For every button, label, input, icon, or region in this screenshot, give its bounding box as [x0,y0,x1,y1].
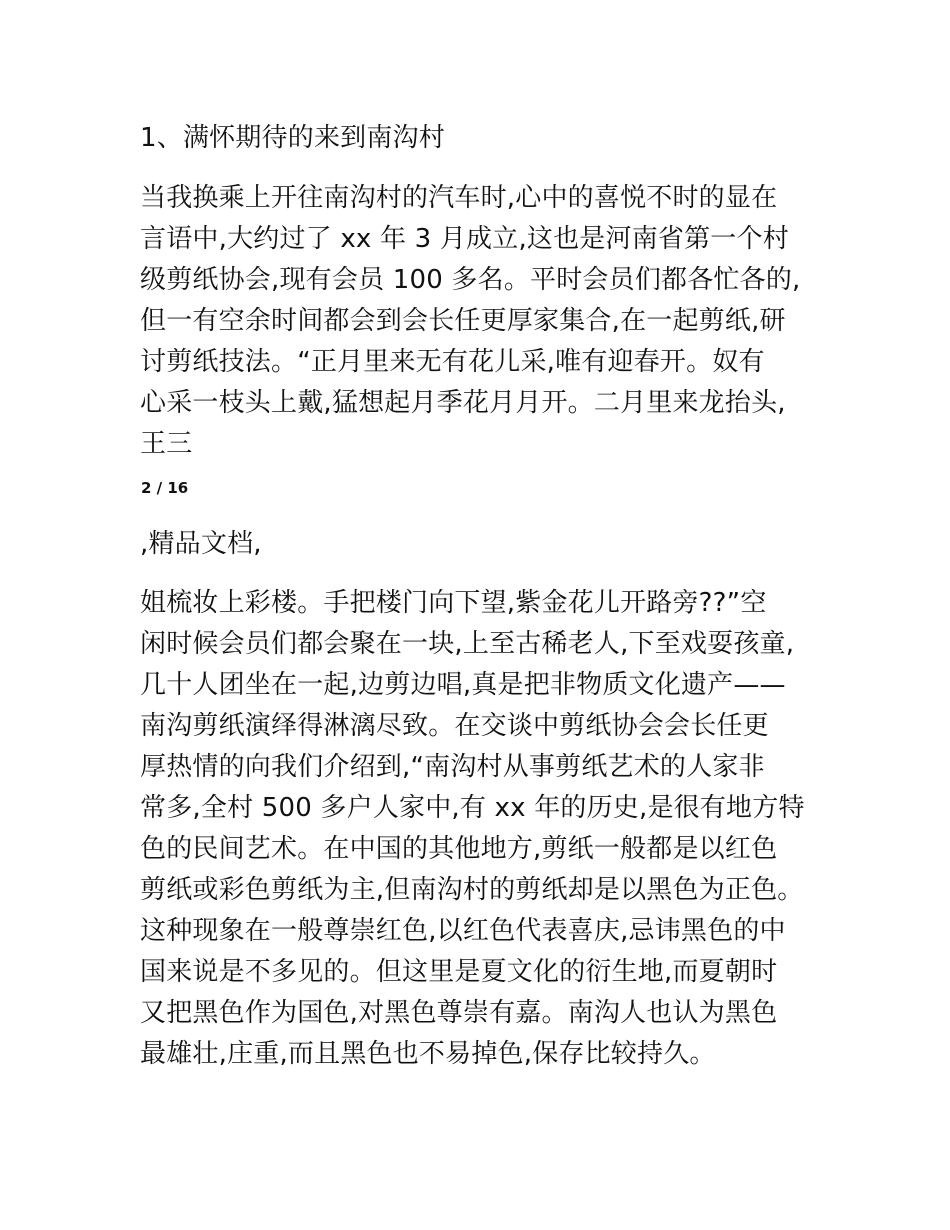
paragraph2-line: 最雄壮,庄重,而且黑色也不易掉色,保存比较持久。 [140,1039,716,1069]
page-number: 2 / 16 [141,479,189,497]
paragraph2-line: 这种现象在一般尊崇红色,以红色代表喜庆,忌讳黑色的中 [140,916,786,946]
paragraph1-line: 心采一枝头上戴,猛想起月季花月月开。二月里来龙抬头, [140,388,786,418]
paragraph2-line: 色的民间艺术。在中国的其他地方,剪纸一般都是以红色 [140,834,778,864]
section-heading: 1、满怀期待的来到南沟村 [140,123,445,153]
paragraph2-line: 姐梳妆上彩楼。手把楼门向下望,紫金花儿开路旁??”空 [140,588,767,618]
paragraph1-line: 讨剪纸技法。“正月里来无有花儿采,唯有迎春开。奴有 [140,347,765,377]
paragraph2-line: 几十人团坐在一起,边剪边唱,真是把非物质文化遗产—— [140,670,786,700]
paragraph2-line: 国来说是不多见的。但这里是夏文化的衍生地,而夏朝时 [140,957,778,987]
paragraph1-line: 级剪纸协会,现有会员 100 多名。平时会员们都各忙各的, [140,265,801,295]
watermark-text: ,精品文档, [140,529,262,559]
paragraph2-line: 闲时候会员们都会聚在一块,上至古稀老人,下至戏耍孩童, [140,629,795,659]
paragraph2-line: 南沟剪纸演绎得淋漓尽致。在交谈中剪纸协会会长任更 [140,711,769,741]
paragraph2-line: 厚热情的向我们介绍到,“南沟村从事剪纸艺术的人家非 [140,752,765,782]
paragraph1-line: 言语中,大约过了 xx 年 3 月成立,这也是河南省第一个村 [140,224,789,254]
paragraph2-line: 剪纸或彩色剪纸为主,但南沟村的剪纸却是以黑色为正色。 [140,875,804,905]
paragraph1-line: 但一有空余时间都会到会长任更厚家集合,在一起剪纸,研 [140,306,786,336]
paragraph2-line: 又把黑色作为国色,对黑色尊崇有嘉。南沟人也认为黑色 [140,998,778,1028]
paragraph1-line: 王三 [140,429,193,459]
paragraph2-line: 常多,全村 500 多户人家中,有 xx 年的历史,是很有地方特 [140,793,805,823]
paragraph1-line: 当我换乘上开往南沟村的汽车时,心中的喜悦不时的显在 [140,183,778,213]
